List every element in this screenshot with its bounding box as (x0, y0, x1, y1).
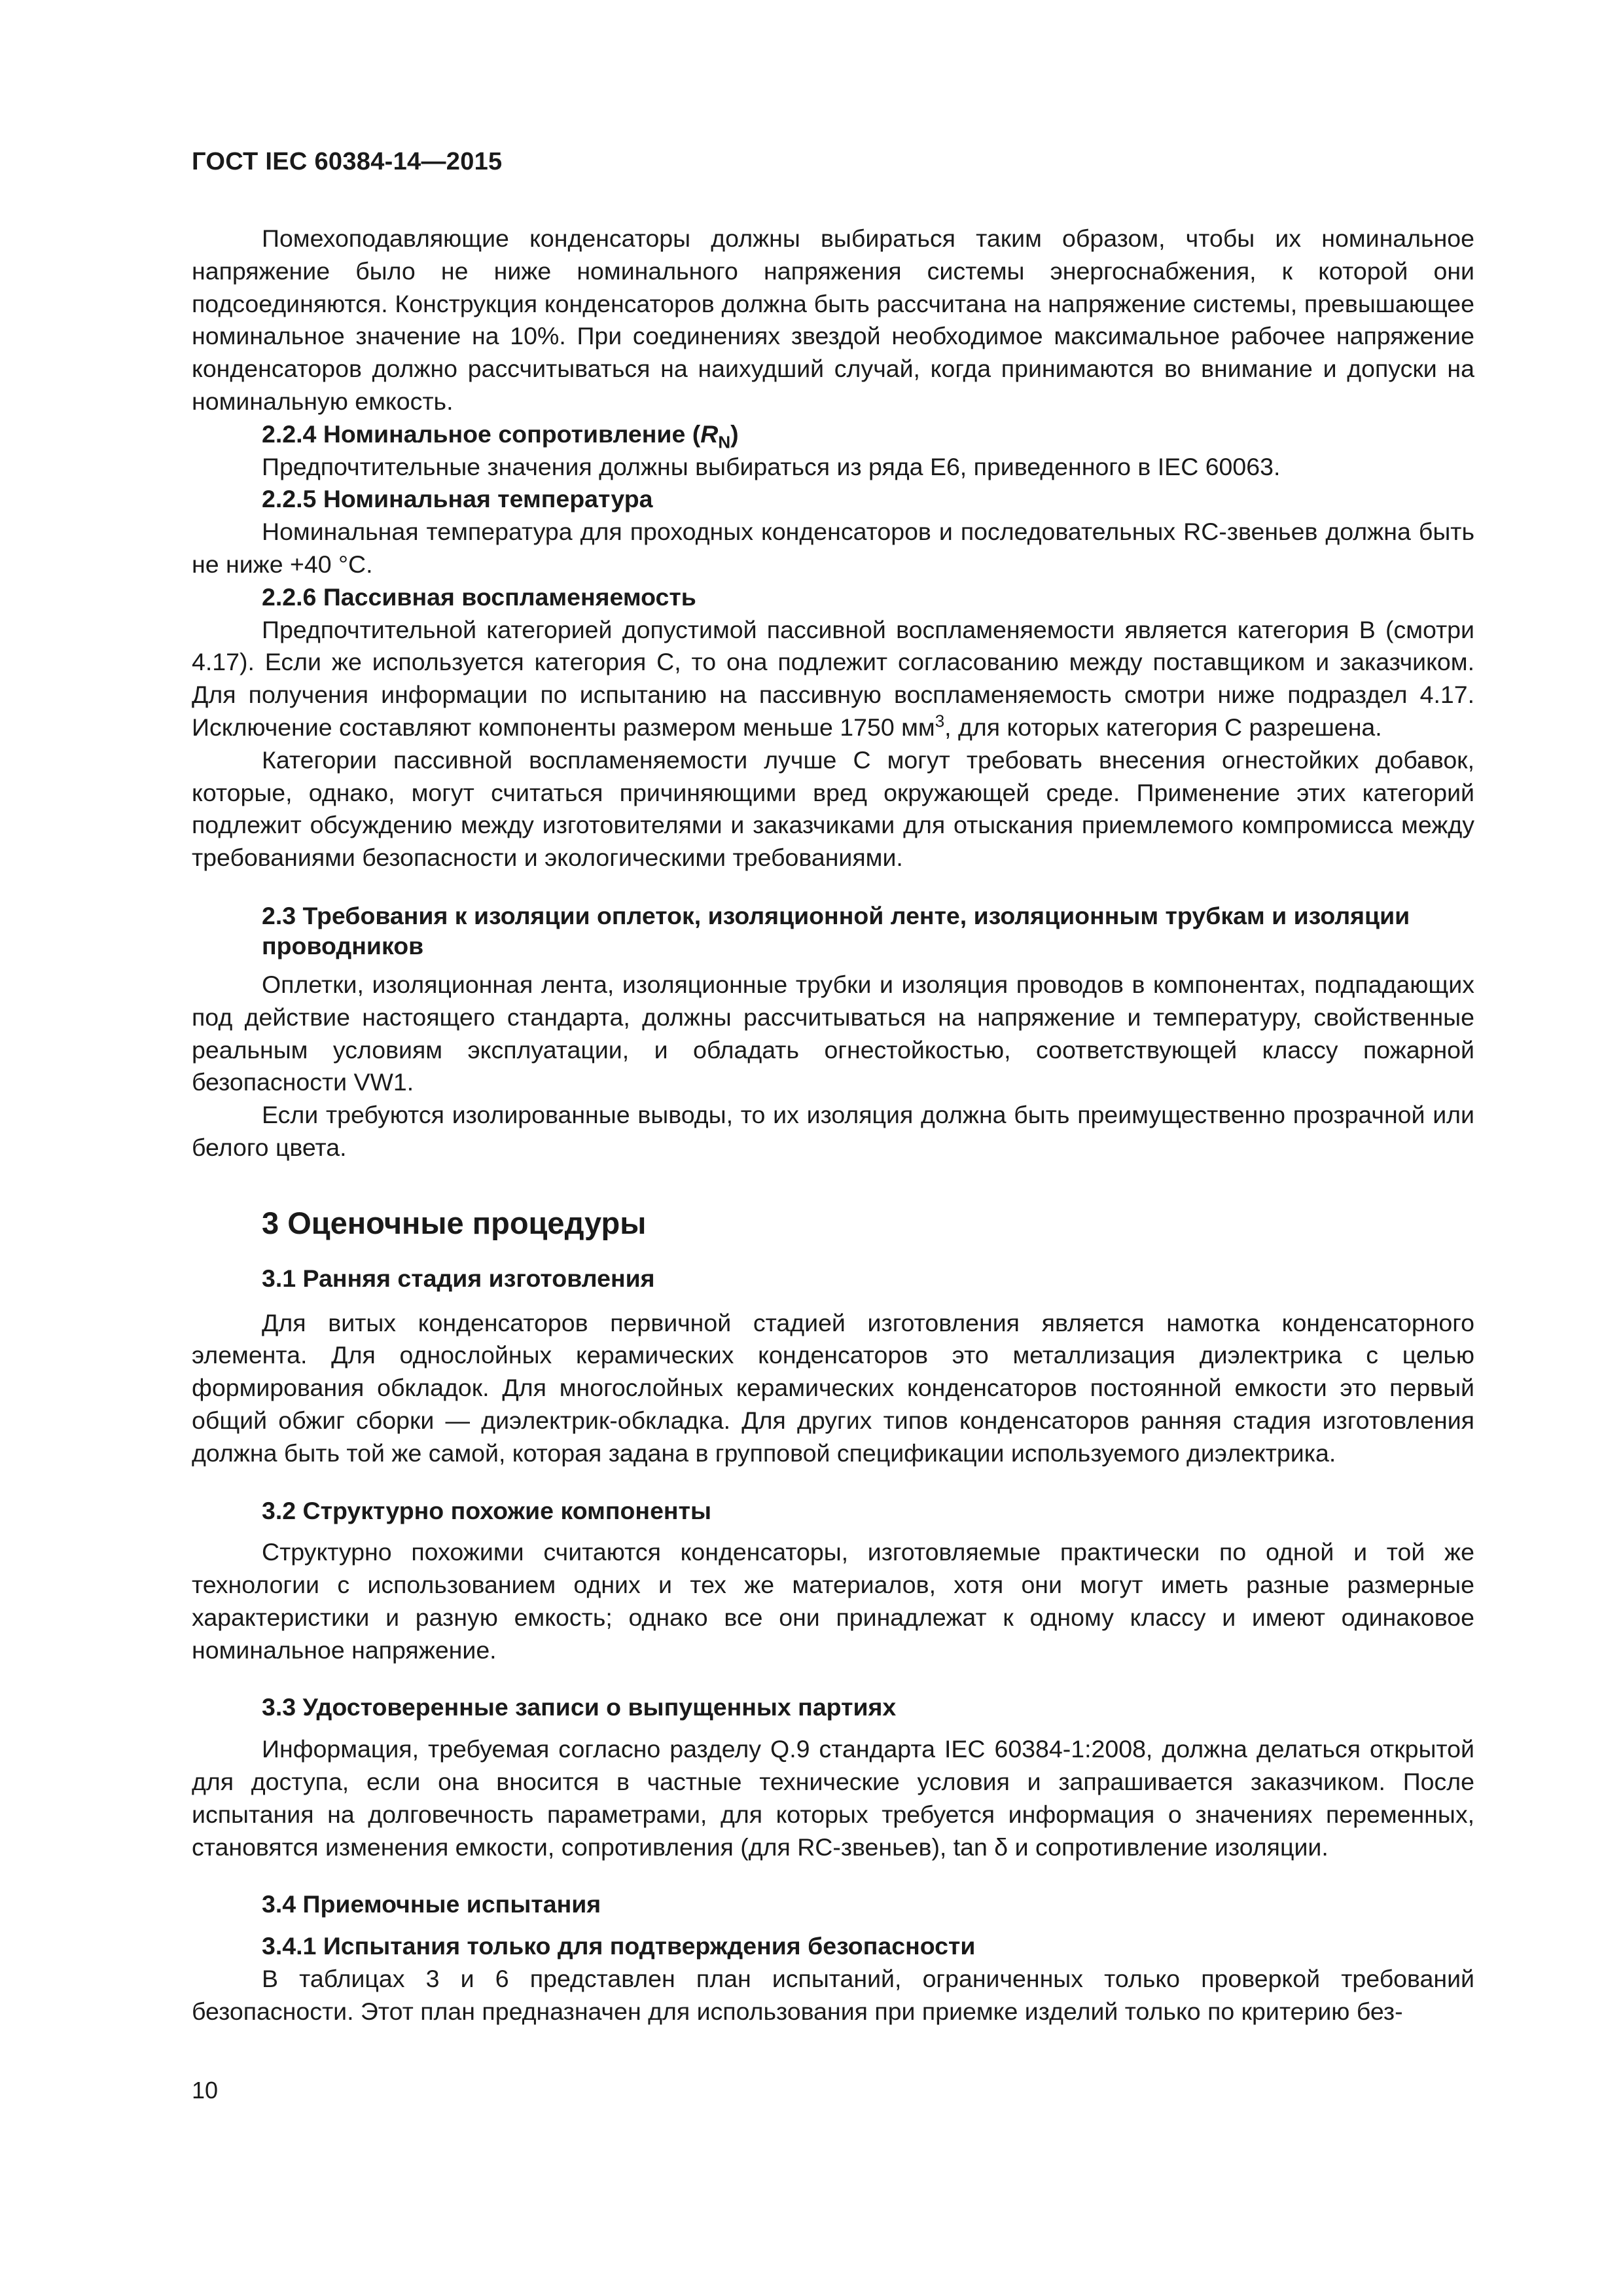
heading-3-3: 3.3 Удостоверенные записи о выпущенных партиях (262, 1693, 897, 1721)
paragraph-2-2-4: Предпочтительные значения должны выбираться из ряда Е6, приведенного в IEC 60063. (262, 452, 1281, 480)
heading-2-2-6: 2.2.6 Пассивная воспламеняемость (262, 583, 696, 611)
heading-2-2-4 (192, 418, 1474, 451)
document-body (192, 223, 1474, 2028)
heading-3-4: 3.4 Приемочные испытания (262, 1890, 601, 1918)
paragraph-2-2-6-a-main: Предпочтительной категорией допустимой пассивной воспламеняемости является категория В (смотри 4.17). Если же используется категория С, то она подлежит согласованию между поставщиком и заказчиком. Для получения информации по испытанию на пассивную воспламеняемость смотри ниже подраздел 4.17. Исключение составляют компоненты размером меньше 1750 мм (192, 615, 1474, 741)
heading-3-2: 3.2 Структурно похожие компоненты (262, 1496, 711, 1524)
document-header: ГОСТ IEC 60384-14—2015 (192, 148, 503, 175)
heading-3-4-1: 3.4.1 Испытания только для подтверждения безопасности (262, 1932, 976, 1960)
paragraph-2-2-5: Номинальная температура для проходных конденсаторов и последовательных RC-звеньев должна быть не ниже +40 °С. (192, 518, 1474, 578)
paragraph-2-3-a: Оплетки, изоляционная лента, изоляционные трубки и изоляция проводов в компонентах, подпадающих под действие настоящего стандарта, должны рассчитываться на напряжение и температуру, свойственные реальным условиям эксплуатации, и обладать огнестойкостью, соответствующей классу пожарной безопасности VW1. (192, 970, 1474, 1096)
heading-2-2-5: 2.2.5 Номинальная температура (262, 485, 653, 513)
paragraph-2-3-b: Если требуются изолированные выводы, то их изоляция должна быть преимущественно прозрачной или белого цвета. (192, 1101, 1474, 1161)
paragraph-3-4-1: В таблицах 3 и 6 представлен план испытаний, ограниченных только проверкой требований безопасности. Этот план предназначен для использования при приемке изделий только по критерию без- (192, 1965, 1474, 2025)
superscript-cube: 3 (935, 711, 945, 731)
paragraph-2-2-6-a (192, 614, 1474, 744)
heading-2-2-4-prefix: 2.2.4 Номинальное сопротивление ( (262, 420, 701, 448)
heading-2-2-4-subscript: N (718, 432, 731, 452)
heading-3-1: 3.1 Ранняя стадия изготовления (262, 1264, 655, 1292)
paragraph-intro: Помехоподавляющие конденсаторы должны выбираться таким образом, чтобы их номинальное напряжение было не ниже номинального напряжения системы энергоснабжения, к которой они подсоединяются. Конструкция конденсаторов должна быть рассчитана на напряжение системы, превышающее номинальное значение на 10%. При соединениях звездой необходимое максимальное рабочее напряжение конденсаторов должно рассчитываться на наихудший случай, когда принимаются во внимание и допуски на номинальную емкость. (192, 224, 1474, 415)
paragraph-3-3: Информация, требуемая согласно разделу Q.9 стандарта IEC 60384-1:2008, должна делаться открытой для доступа, если она вносится в частные технические условия и запрашивается заказчиком. После испытания на долговечность параметрами, для которых требуется информация о значениях переменных, становятся изменения емкости, сопротивления (для RC-звеньев), tan δ и сопротивление изоляции. (192, 1735, 1474, 1861)
heading-2-2-4-symbol: R (700, 420, 719, 448)
paragraph-2-2-6-b: Категории пассивной воспламеняемости лучше С могут требовать внесения огнестойких добавок, которые, однако, могут считаться причиняющими вред окружающей среде. Применение этих категорий подлежит обсуждению между изготовителями и заказчиками для отыскания приемлемого компромисса между требованиями безопасности и экологическими требованиями. (192, 745, 1474, 872)
page-number: 10 (192, 2077, 219, 2104)
heading-2-3: 2.3 Требования к изоляции оплеток, изоляционной ленте, изоляционным трубкам и изоляции проводников (262, 901, 1410, 960)
heading-2-2-4-suffix: ) (730, 420, 739, 448)
heading-section-3: 3 Оценочные процедуры (262, 1205, 647, 1240)
paragraph-3-2: Структурно похожими считаются конденсаторы, изготовляемые практически по одной и той же технологии с использованием одних и тех же материалов, хотя они могут иметь разные размерные характеристики и разную емкость; однако все они принадлежат к одному классу и имеют одинаковое номинальное напряжение. (192, 1538, 1474, 1664)
paragraph-3-1: Для витых конденсаторов первичной стадией изготовления является намотка конденсаторного элемента. Для однослойных керамических конденсаторов это металлизация диэлектрика с целью формирования обкладок. Для многослойных керамических конденсаторов постоянной емкости это первый общий обжиг сборки — диэлектрик-обкладка. Для других типов конденсаторов ранняя стадия изготовления должна быть той же самой, которая задана в групповой спецификации используемого диэлектрика. (192, 1308, 1474, 1467)
paragraph-2-2-6-a-tail: , для которых категория С разрешена. (944, 713, 1382, 741)
